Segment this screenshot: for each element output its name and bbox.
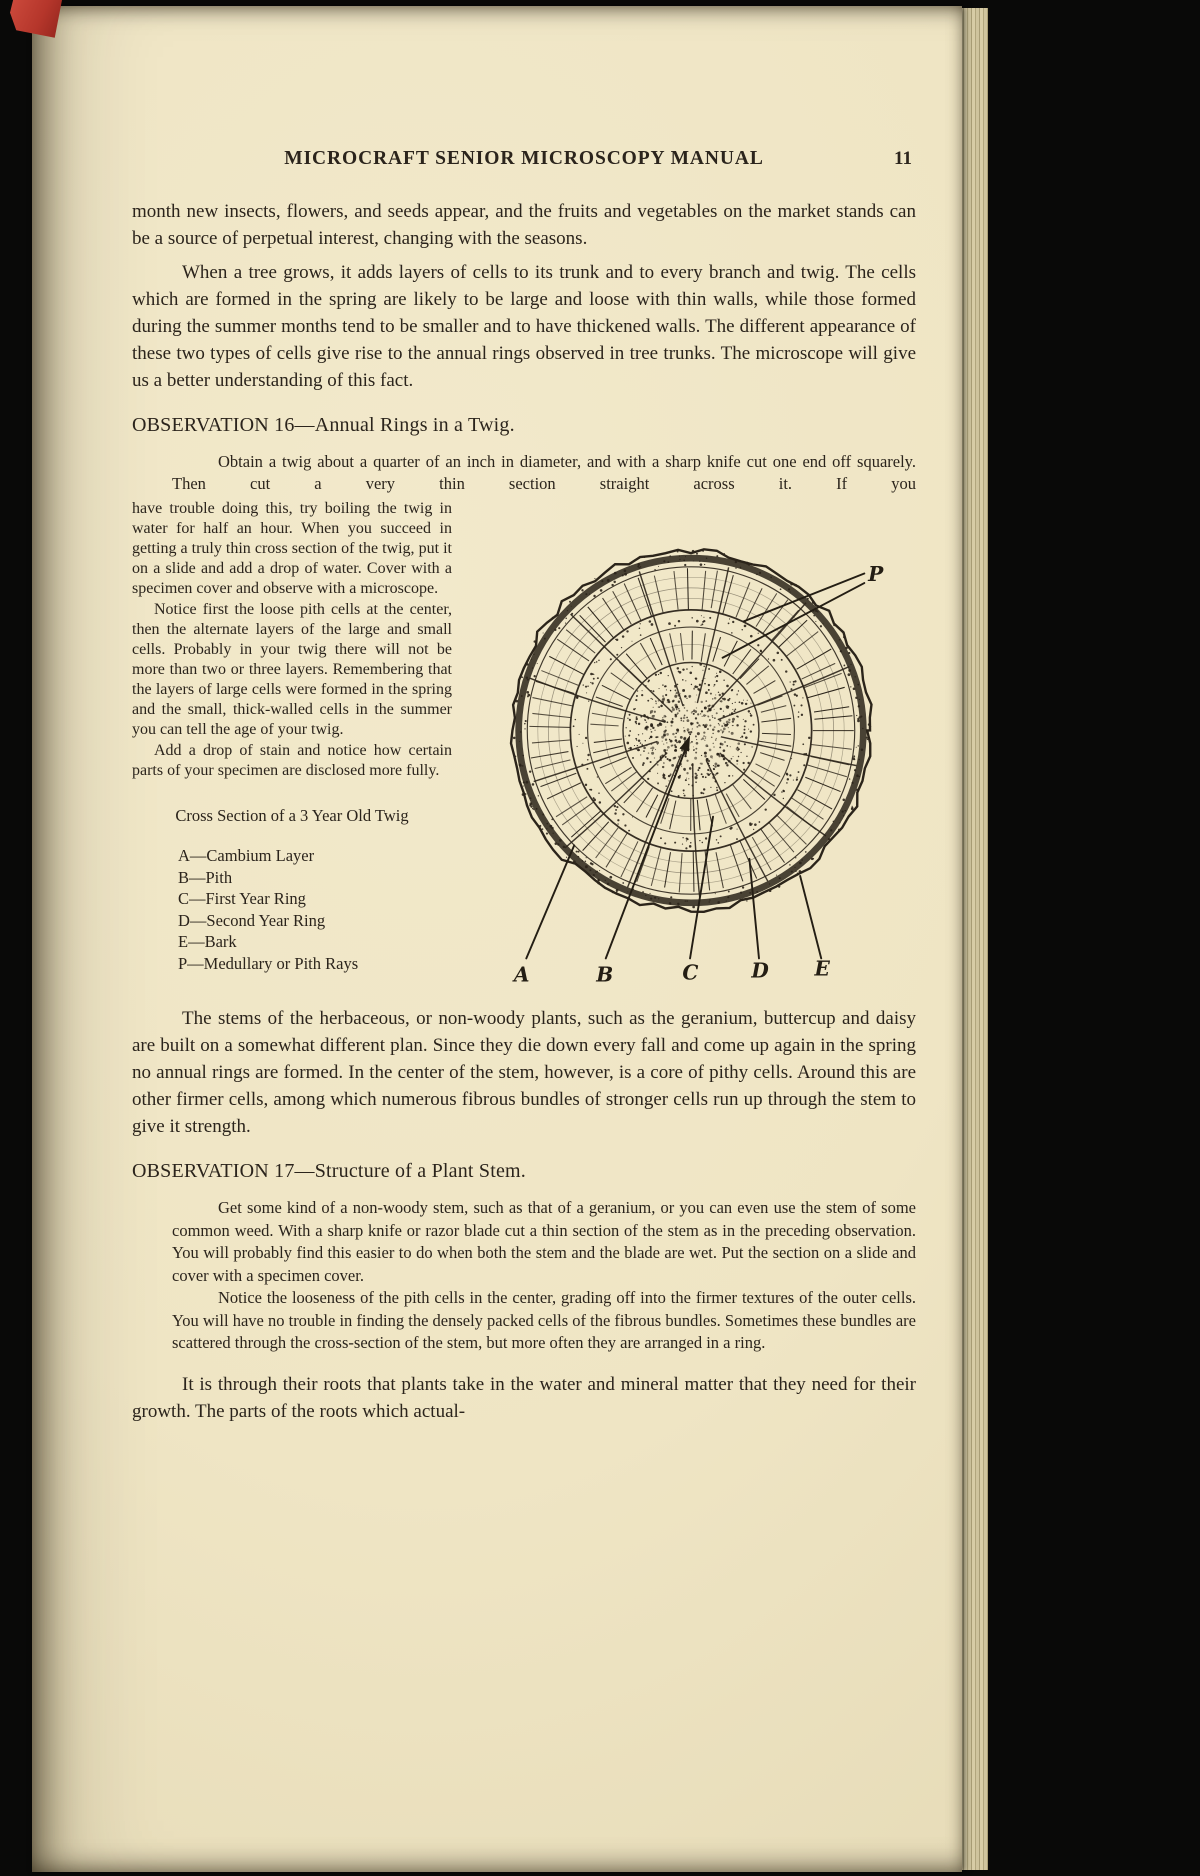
figure-key xyxy=(178,845,452,974)
figure-side-text xyxy=(132,499,452,989)
twig-cross-section-figure xyxy=(466,539,916,989)
figure-label-d: D xyxy=(751,958,769,983)
figure-art xyxy=(466,539,916,989)
observation-16-heading: OBSERVATION 16—Annual Rings in a Twig. xyxy=(132,414,515,436)
observation-16-stain: Add a drop of stain and notice how certain parts of your specimen are disclosed more fully. xyxy=(132,742,452,779)
paragraph-seasons: month new insects, flowers, and seeds appear, and the fruits and vegetables on the market stands can be a source of perpetual interest, changing with the seasons. xyxy=(132,201,916,249)
key-item-e: E—Bark xyxy=(178,932,237,951)
page-number: 11 xyxy=(894,148,912,169)
figure-caption: Cross Section of a 3 Year Old Twig xyxy=(175,806,409,825)
observation-16-notice: Notice first the loose pith cells at the center, then the alternate layers of the large and small cells. Probably in your twig there will not be more than two or three layers. Remembering that the layers of large cells were formed in the spring and the small, thick-walled cells in the summer you can tell the age of your twig. xyxy=(132,601,452,738)
figure-row xyxy=(132,499,916,989)
paragraph-tree-growth: When a tree grows, it adds layers of cells to its trunk and to every branch and twig. The cells which are formed in the spring are likely to be large and loose with thin walls, while those formed during the summer months tend to be smaller and to have thickened walls. The different appearance of these two types of cells give rise to the annual rings observed in tree trunks. The microscope will give us a better understanding of this fact. xyxy=(132,262,916,391)
figure-label-p: P xyxy=(868,562,884,587)
figure-label-e: E xyxy=(814,956,830,981)
page-title: MICROCRAFT SENIOR MICROSCOPY MANUAL xyxy=(284,148,764,169)
leader-line-e xyxy=(800,876,821,958)
key-item-a: A—Cambium Layer xyxy=(178,846,315,865)
leader-line-a xyxy=(526,845,574,958)
observation-17-heading: OBSERVATION 17—Structure of a Plant Stem. xyxy=(132,1160,526,1182)
observation-16-continued: have trouble doing this, try boiling the twig in water for half an hour. When you succeed in getting a truly thin cross section of the twig, put it on a slide and add a drop of water. Cover with a specimen cover and observe with a microscope. xyxy=(132,500,452,597)
figure-label-b: B xyxy=(596,962,614,987)
figure-label-a: A xyxy=(513,962,530,987)
key-item-p: P—Medullary or Pith Rays xyxy=(178,953,359,973)
book-page xyxy=(32,6,962,1872)
key-item-d: D—Second Year Ring xyxy=(178,910,326,930)
figure-label-c: C xyxy=(682,960,699,985)
running-header xyxy=(132,148,916,170)
observation-17-p2: Notice the looseness of the pith cells in the center, grading off into the firmer textures of the outer cells. You will have no trouble in finding the densely packed cells of the fibrous bundles. Sometimes these bundles are scattered through the cross-section of the stem, but more often they are arranged in a ring. xyxy=(172,1288,916,1352)
key-item-c: C—First Year Ring xyxy=(178,889,306,908)
paragraph-roots: It is through their roots that plants take in the water and mineral matter that they need for their growth. The parts of the roots which actual- xyxy=(132,1373,916,1422)
observation-16-intro: Obtain a twig about a quarter of an inch in diameter, and with a sharp knife cut one end off squarely. Then cut a very thin section straight across it. If you xyxy=(172,452,916,493)
key-item-b: B—Pith xyxy=(178,867,233,887)
observation-17-p1: Get some kind of a non-woody stem, such as that of a geranium, or you can even use the stem of some common weed. With a sharp knife or razor blade cut a thin section of the stem as in the preceding observation. You will probably find this easier to do when both the stem and the blade are wet. Put the section on a slide and cover with a specimen cover. xyxy=(172,1198,916,1285)
observation-17-body xyxy=(172,1197,916,1355)
paragraph-herbaceous: The stems of the herbaceous, or non-woody plants, such as the geranium, buttercup and daisy are built on a somewhat different plan. Since they die down every fall and come up again in the spring no annual rings are formed. In the center of the stem, however, is a core of pithy cells. Around this are other firmer cells, among which numerous fibrous bundles of stronger cells run up through the stem to give it strength. xyxy=(132,1008,916,1137)
twig-rings-drawing xyxy=(511,549,871,911)
